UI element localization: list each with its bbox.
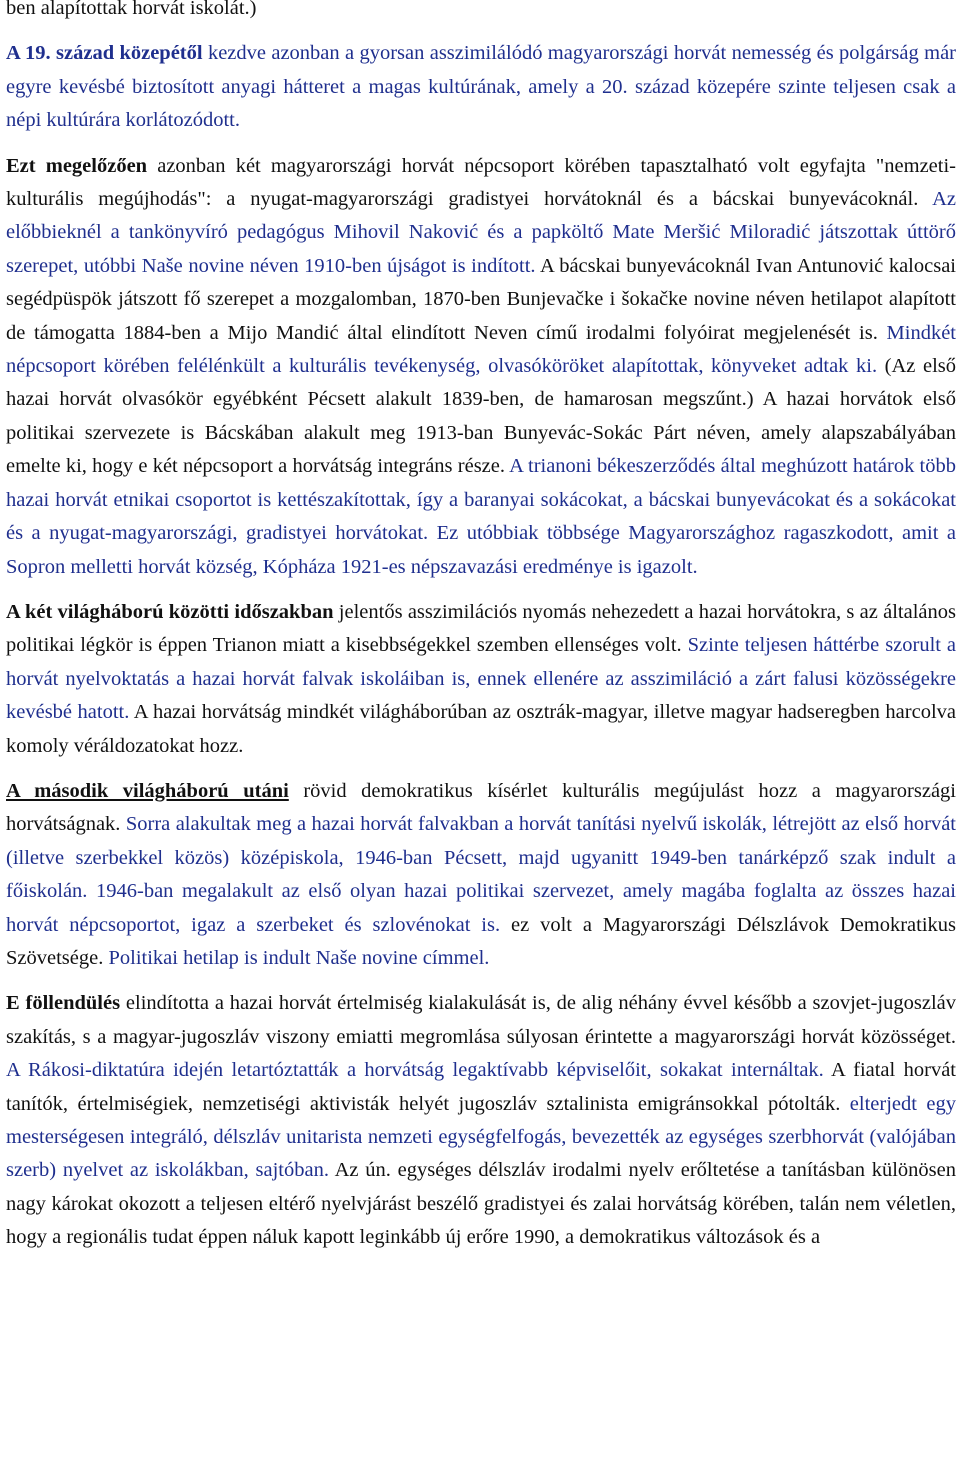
paragraph-heading: Ezt megelőzően	[6, 154, 148, 177]
paragraph-0	[6, 0, 956, 25]
text-run: Sorra alakultak meg a hazai horvát falvakban a horvát tanítási nyelvű iskolák, létrejött az első horvát (illetve szerbekkel közös) középiskola, 1946-ban Pécsett, majd ugyanitt 1949-ben tanárképző szak indult a főiskolán.	[6, 813, 956, 903]
text-run: század közepére szinte teljesen csak a népi kultúrára korlátozódott.	[6, 75, 956, 132]
paragraph-1	[6, 37, 956, 137]
text-run: ben alapítottak horvát iskolát.)	[6, 0, 257, 19]
paragraph-2	[6, 150, 956, 584]
paragraph-heading: A két világháború közötti időszakban	[6, 600, 334, 623]
text-run: elterjedt egy mesterségesen integráló, délszláv unitarista nemzeti egységfelfogás, bevezették az egységes szerbhorvát (valójában szerb) nyelvet az iskolákban, sajtóban.	[6, 1092, 956, 1182]
text-run: Ez utóbbiak többsége Magyarországhoz ragaszkodott, amit a Sopron melletti horvát község, Kópháza 1921-es népszavazási eredménye is igazolt.	[6, 522, 956, 578]
text-run: Mindkét népcsoport körében felélénkült a kulturális tevékenység, olvasóköröket alapítottak, könyveket adtak ki.	[6, 321, 957, 378]
paragraph-heading: A második világháború utáni	[6, 779, 289, 802]
text-run: 1946-ban megalakult az első olyan hazai politikai szervezet, amely magába foglalta az összes hazai horvát népcsoportot, igaz a szerbeket és szlovénokat is.	[6, 880, 956, 936]
text-run: A bácskai bunyevácoknál Ivan Antunović kalocsai segédpüspök játszott fő szerepet a mozgalomban, 1870-ben Bunjevačke i šokačke novine néven hetilapot alapított de támogatta 1884-ben a Mijo Mandić által elindított Neven című irodalmi folyóirat megjelenését is.	[6, 254, 956, 344]
paragraph-heading: E föllendülés	[6, 992, 121, 1015]
paragraph-5	[6, 987, 956, 1254]
text-run: A hazai horvátság mindkét világháborúban az osztrák-magyar, illetve magyar hadseregben harcolva komoly véráldozatokat hozz.	[6, 701, 956, 757]
document-page	[6, 0, 956, 1255]
paragraph-3	[6, 596, 956, 763]
text-run: (Az első hazai horvát olvasókör egyébként Pécsett alakult 1839-ben, de hamarosan megszűnt.)	[6, 355, 956, 411]
paragraph-4	[6, 775, 956, 975]
paragraph-heading: A 19. század közepétől	[6, 42, 203, 65]
text-run: A hazai horvátok első politikai szervezete is Bácskában alakult meg 1913-ban Bunyevác-Sokác Párt néven, amely alapszabályában emelte ki, hogy e két népcsoport a horvátság integráns része.	[6, 388, 956, 478]
text-run: azonban két magyarországi horvát népcsoport körében tapasztalható volt egyfajta "nemzeti-kulturális megújhodás": a nyugat-magyarországi gradistyei horvátoknál és a bácskai bunyevácoknál.	[6, 154, 956, 211]
text-run: Politikai hetilap is indult Naše novine címmel.	[103, 946, 490, 969]
text-run: A trianoni békeszerződés által meghúzott határok több hazai horvát etnikai csoportot is kettészakítottak, így a baranyai sokácokat, a bácskai bunyevácokat és a sokácokat és a nyugat-magyarországi, gradistyei horvátokat.	[6, 455, 956, 545]
text-run: ez volt a Magyarországi Délszlávok Demokratikus Szövetsége.	[6, 913, 956, 969]
text-run: jelentős asszimilációs nyomás nehezedett a hazai horvátokra, s az általános politikai légkör is éppen Trianon miatt a kisebbségekkel szemben ellenséges volt.	[6, 600, 957, 657]
text-run: Az ún. egységes délszláv irodalmi nyelv erőltetése a tanításban különösen nagy károkat okozott a teljesen eltérő nyelvjárást beszélő gradistyei és zalai horvátság körében, talán nem véletlen, hogy a regionális tudat éppen náluk kapott leginkább új erőre 1990, a demokratikus változások és a	[6, 1159, 957, 1249]
text-run: Az előbbieknél a tankönyvíró pedagógus Mihovil Naković és a papköltő Mate Meršić Miloradić játszottak úttörő szerepet, utóbbi Naše novine néven 1910-ben újságot is indított.	[6, 188, 956, 277]
text-run: rövid demokratikus kísérlet kulturális megújulást hozz a magyarországi horvátságnak.	[6, 779, 956, 836]
text-run: kezdve azonban a gyorsan asszimilálódó magyarországi horvát nemesség és polgárság már egyre kevésbé biztosított anyagi hátteret a magas kultúrának, amely a 20.	[6, 42, 956, 98]
text-run: Szinte teljesen háttérbe szorult a horvát nyelvoktatás a hazai horvát falvak iskoláiban is, ennek ellenére az asszimiláció a zárt falusi közösségekre kevésbé hatott.	[6, 634, 956, 724]
text-run: elindította a hazai horvát értelmiség kialakulását is, de alig néhány évvel később a szovjet-jugoszláv szakítás, s a magyar-jugoszláv viszony emiatti megromlása súlyosan érintette a magyarországi horvát közösséget.	[6, 992, 956, 1048]
text-run: A Rákosi-diktatúra idején letartóztatták a horvátság legaktívabb képviselőit, sokakat internáltak.	[6, 1059, 824, 1082]
text-run: A fiatal horvát tanítók, értelmiségiek, nemzetiségi aktivisták helyét jugoszláv sztalinista emigránsokkal pótolták.	[6, 1059, 956, 1115]
